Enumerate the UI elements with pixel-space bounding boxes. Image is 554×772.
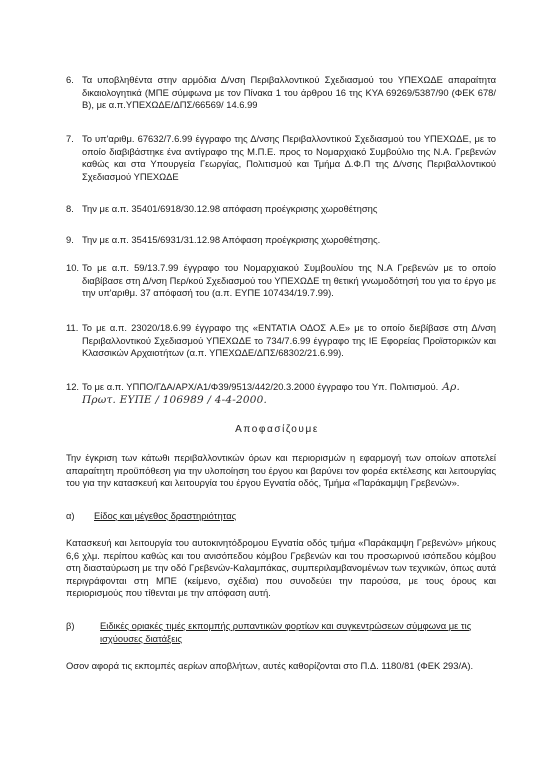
section-a-heading	[66, 510, 496, 523]
item-text	[82, 381, 496, 406]
item-text: Την με α.π. 35401/6918/30.12.98 απόφαση προέγκρισης χωροθέτησης	[82, 203, 378, 214]
item-text: Το με α.π. 23020/18.6.99 έγγραφο της «ΕΝΤΑΤΙΑ ΟΔΟΣ Α.Ε» με το οποίο διεβίβασε στη Δ/νση Περιβαλλοντικού Σχεδιασμού ΥΠΕΧΩΔΕ το 734/7.6.99 έγγραφο της ΙΕ Εφορείας Προϊστορικών και Κλασσικών Αρχαιοτήτων (α.π. ΥΠΕΧΩΔΕ/ΔΠΣ/68302/21.6.99).	[82, 322, 496, 359]
section-title: Ειδικές οριακές τιμές εκπομπής ρυπαντικών φορτίων και συγκεντρώσεων σύμφωνα με τις ισχύουσες διατάξεις	[100, 620, 472, 644]
item-text: Τα υποβληθέντα στην αρμόδια Δ/νση Περιβαλλοντικού Σχεδιασμού του ΥΠΕΧΩΔΕ απαραίτητα δικαιολογητικά (ΜΠΕ σύμφωνα με τον Πίνακα 1 του άρθρου 16 της ΚΥΑ 69269/5387/90 (ΦΕΚ 678/Β), με α.π.ΥΠΕΧΩΔΕ/ΔΠΣ/66569/ 14.6.99	[82, 74, 496, 111]
item-number: 8.	[66, 203, 74, 214]
item-number: 6.	[66, 74, 74, 85]
item-text: Το υπ'αριθμ. 67632/7.6.99 έγγραφο της Δ/νσης Περιβαλλοντικού Σχεδιασμού του ΥΠΕΧΩΔΕ, με το οποίο διαβιβάστηκε ένα αντίγραφο της Μ.Π.Ε. προς το Νομαρχιακό Συμβούλιο της Ν.Α. Γρεβενών καθώς και στα Υπουργεία Γεωργίας, Πολιτισμού και Τμήμα Δ.Φ.Π της Δ/νσης Περιβαλλοντικού Σχεδιασμού ΥΠΕΧΩΔΕ	[82, 133, 496, 182]
section-a-body: Κατασκευή και λειτουργία του αυτοκινητόδρομου Εγνατία οδός τμήμα «Παράκαμψη Γρεβενών» μήκους 6,6 χλμ. περίπου καθώς και του ανισόπεδου κόμβου Γρεβενών και του προσωρινού ισόπεδου κόμβου στη διασταύρωση με την οδό Γρεβενών-Καλαμπάκας, συμπεριλαμβανομένων των τεχνικών, όπως αυτά περιγράφονται στη ΜΠΕ (κείμενο, σχέδια) που συνοδεύει την παρούσα, με τους όρους και περιορισμούς που τίθενται με την απόφαση αυτή.	[66, 537, 496, 599]
section-label: α)	[66, 510, 75, 521]
list-item	[66, 381, 496, 406]
section-label: β)	[66, 620, 75, 631]
section-title: Είδος και μέγεθος δραστηριότητας	[94, 510, 237, 521]
item-text: Την με α.π. 35415/6931/31.12.98 Απόφαση προέγκρισης χωροθέτησης.	[82, 234, 381, 245]
item-text-typed: Το με α.π. ΥΠΠΟ/ΓΔΑ/ΑΡΧ/Α1/Φ39/9513/442/20.3.2000 έγγραφο του Υπ. Πολιτισμού.	[82, 381, 439, 392]
list-item	[66, 203, 496, 216]
item-number: 11.	[66, 322, 79, 333]
handwritten-annotation: Αρ. Πρωτ. ΕΥΠΕ / 106989 / 4-4-2000.	[82, 381, 460, 406]
item-number: 10.	[66, 262, 80, 273]
item-number: 7.	[66, 133, 74, 144]
intro-paragraph: Την έγκριση των κάτωθι περιβαλλοντικών όρων και περιορισμών η εφαρμογή των οποίων αποτελεί απαραίτητη προϋπόθεση για την υλοποίηση του έργου και βαρύνει τον φορέα εκτέλεσης και λειτουργίας του για την κατασκευή και λειτουργία του έργου Εγνατία οδός, Τμήμα «Παράκαμψη Γρεβενών».	[66, 452, 496, 489]
item-number: 9.	[66, 234, 74, 245]
list-item	[66, 262, 496, 300]
list-item	[66, 322, 496, 360]
list-item	[66, 234, 496, 247]
list-item	[66, 133, 496, 183]
item-number: 12.	[66, 381, 80, 392]
decision-heading: Αποφασίζουμε	[235, 424, 319, 435]
list-item	[66, 74, 496, 112]
item-text: Το με α.π. 59/13.7.99 έγγραφο του Νομαρχιακού Συμβουλίου της Ν.Α Γρεβενών με το οποίο διαβίβασε στη Δ/νση Περ/κού Σχεδιασμού του ΥΠΕΧΩΔΕ τη θετική γνωμοδότησή του για το έργο με την υπ'αριθμ. 37 απόφασή του (α.π. ΕΥΠΕ 107434/19.7.99).	[82, 262, 496, 299]
section-b-body: Οσον αφορά τις εκπομπές αερίων αποβλήτων, αυτές καθορίζονται στο Π.Δ. 1180/81 (ΦΕΚ 293/Α).	[66, 660, 474, 671]
section-b-heading	[66, 620, 496, 645]
